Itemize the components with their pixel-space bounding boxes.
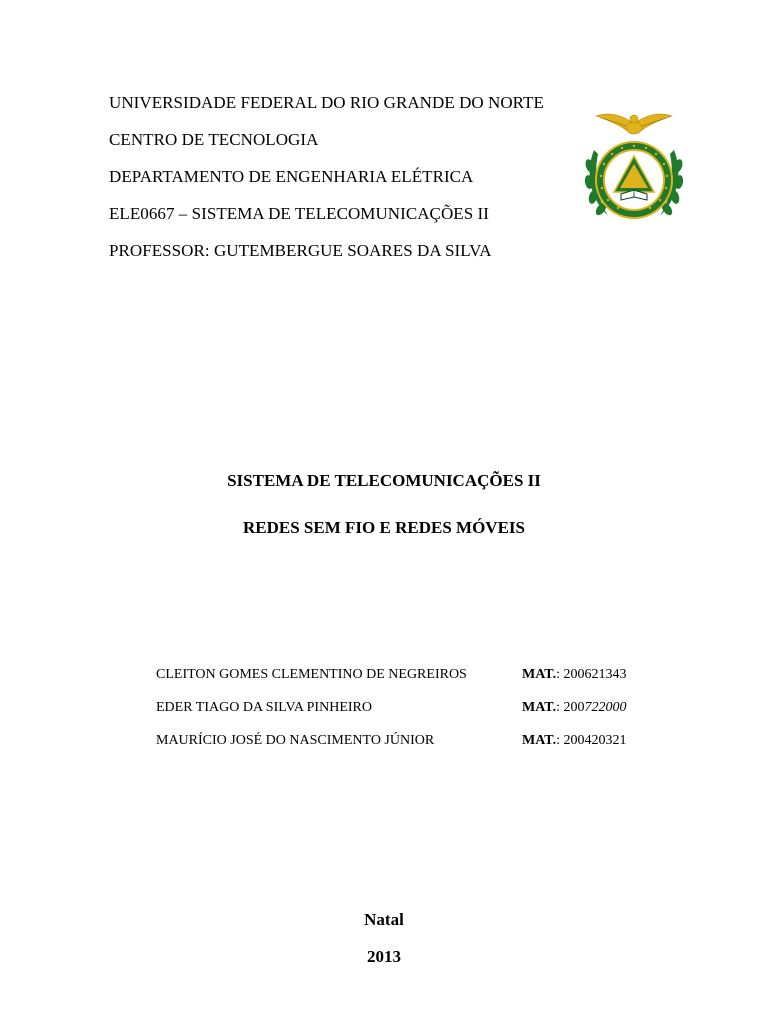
center-name: CENTRO DE TECNOLOGIA [109,130,319,149]
author-name: CLEITON GOMES CLEMENTINO DE NEGREIROS [156,667,467,682]
mat-number: 200621343 [563,667,627,682]
author-name: EDER TIAGO DA SILVA PINHEIRO [156,700,372,715]
department-name: DEPARTAMENTO DE ENGENHARIA ELÉTRICA [109,167,474,186]
mat-label: MAT. [522,667,557,682]
author-row [156,665,656,685]
mat-number-italic: 722000 [584,700,627,715]
course-name: ELE0667 – SISTEMA DE TELECOMUNICAÇÕES II [109,204,489,223]
mat-number: 200420321 [563,733,627,748]
mat-separator: : [556,700,564,715]
author-mat [522,731,626,751]
document-subtitle: REDES SEM FIO E REDES MÓVEIS [243,518,525,537]
author-name: MAURÍCIO JOSÉ DO NASCIMENTO JÚNIOR [156,733,435,748]
mat-label: MAT. [522,700,557,715]
professor-name: PROFESSOR: GUTEMBERGUE SOARES DA SILVA [109,241,492,260]
author-mat [522,665,626,685]
author-row [156,698,656,718]
university-seal-icon [578,104,690,230]
city-name: Natal [364,910,404,929]
author-mat [522,698,626,718]
year: 2013 [367,947,401,966]
mat-label: MAT. [522,733,557,748]
author-row [156,731,656,751]
university-name: UNIVERSIDADE FEDERAL DO RIO GRANDE DO NORTE [109,93,544,112]
mat-number: 200 [563,700,585,715]
mat-separator: : [556,667,564,682]
mat-separator: : [556,733,564,748]
document-title: SISTEMA DE TELECOMUNICAÇÕES II [227,471,541,490]
